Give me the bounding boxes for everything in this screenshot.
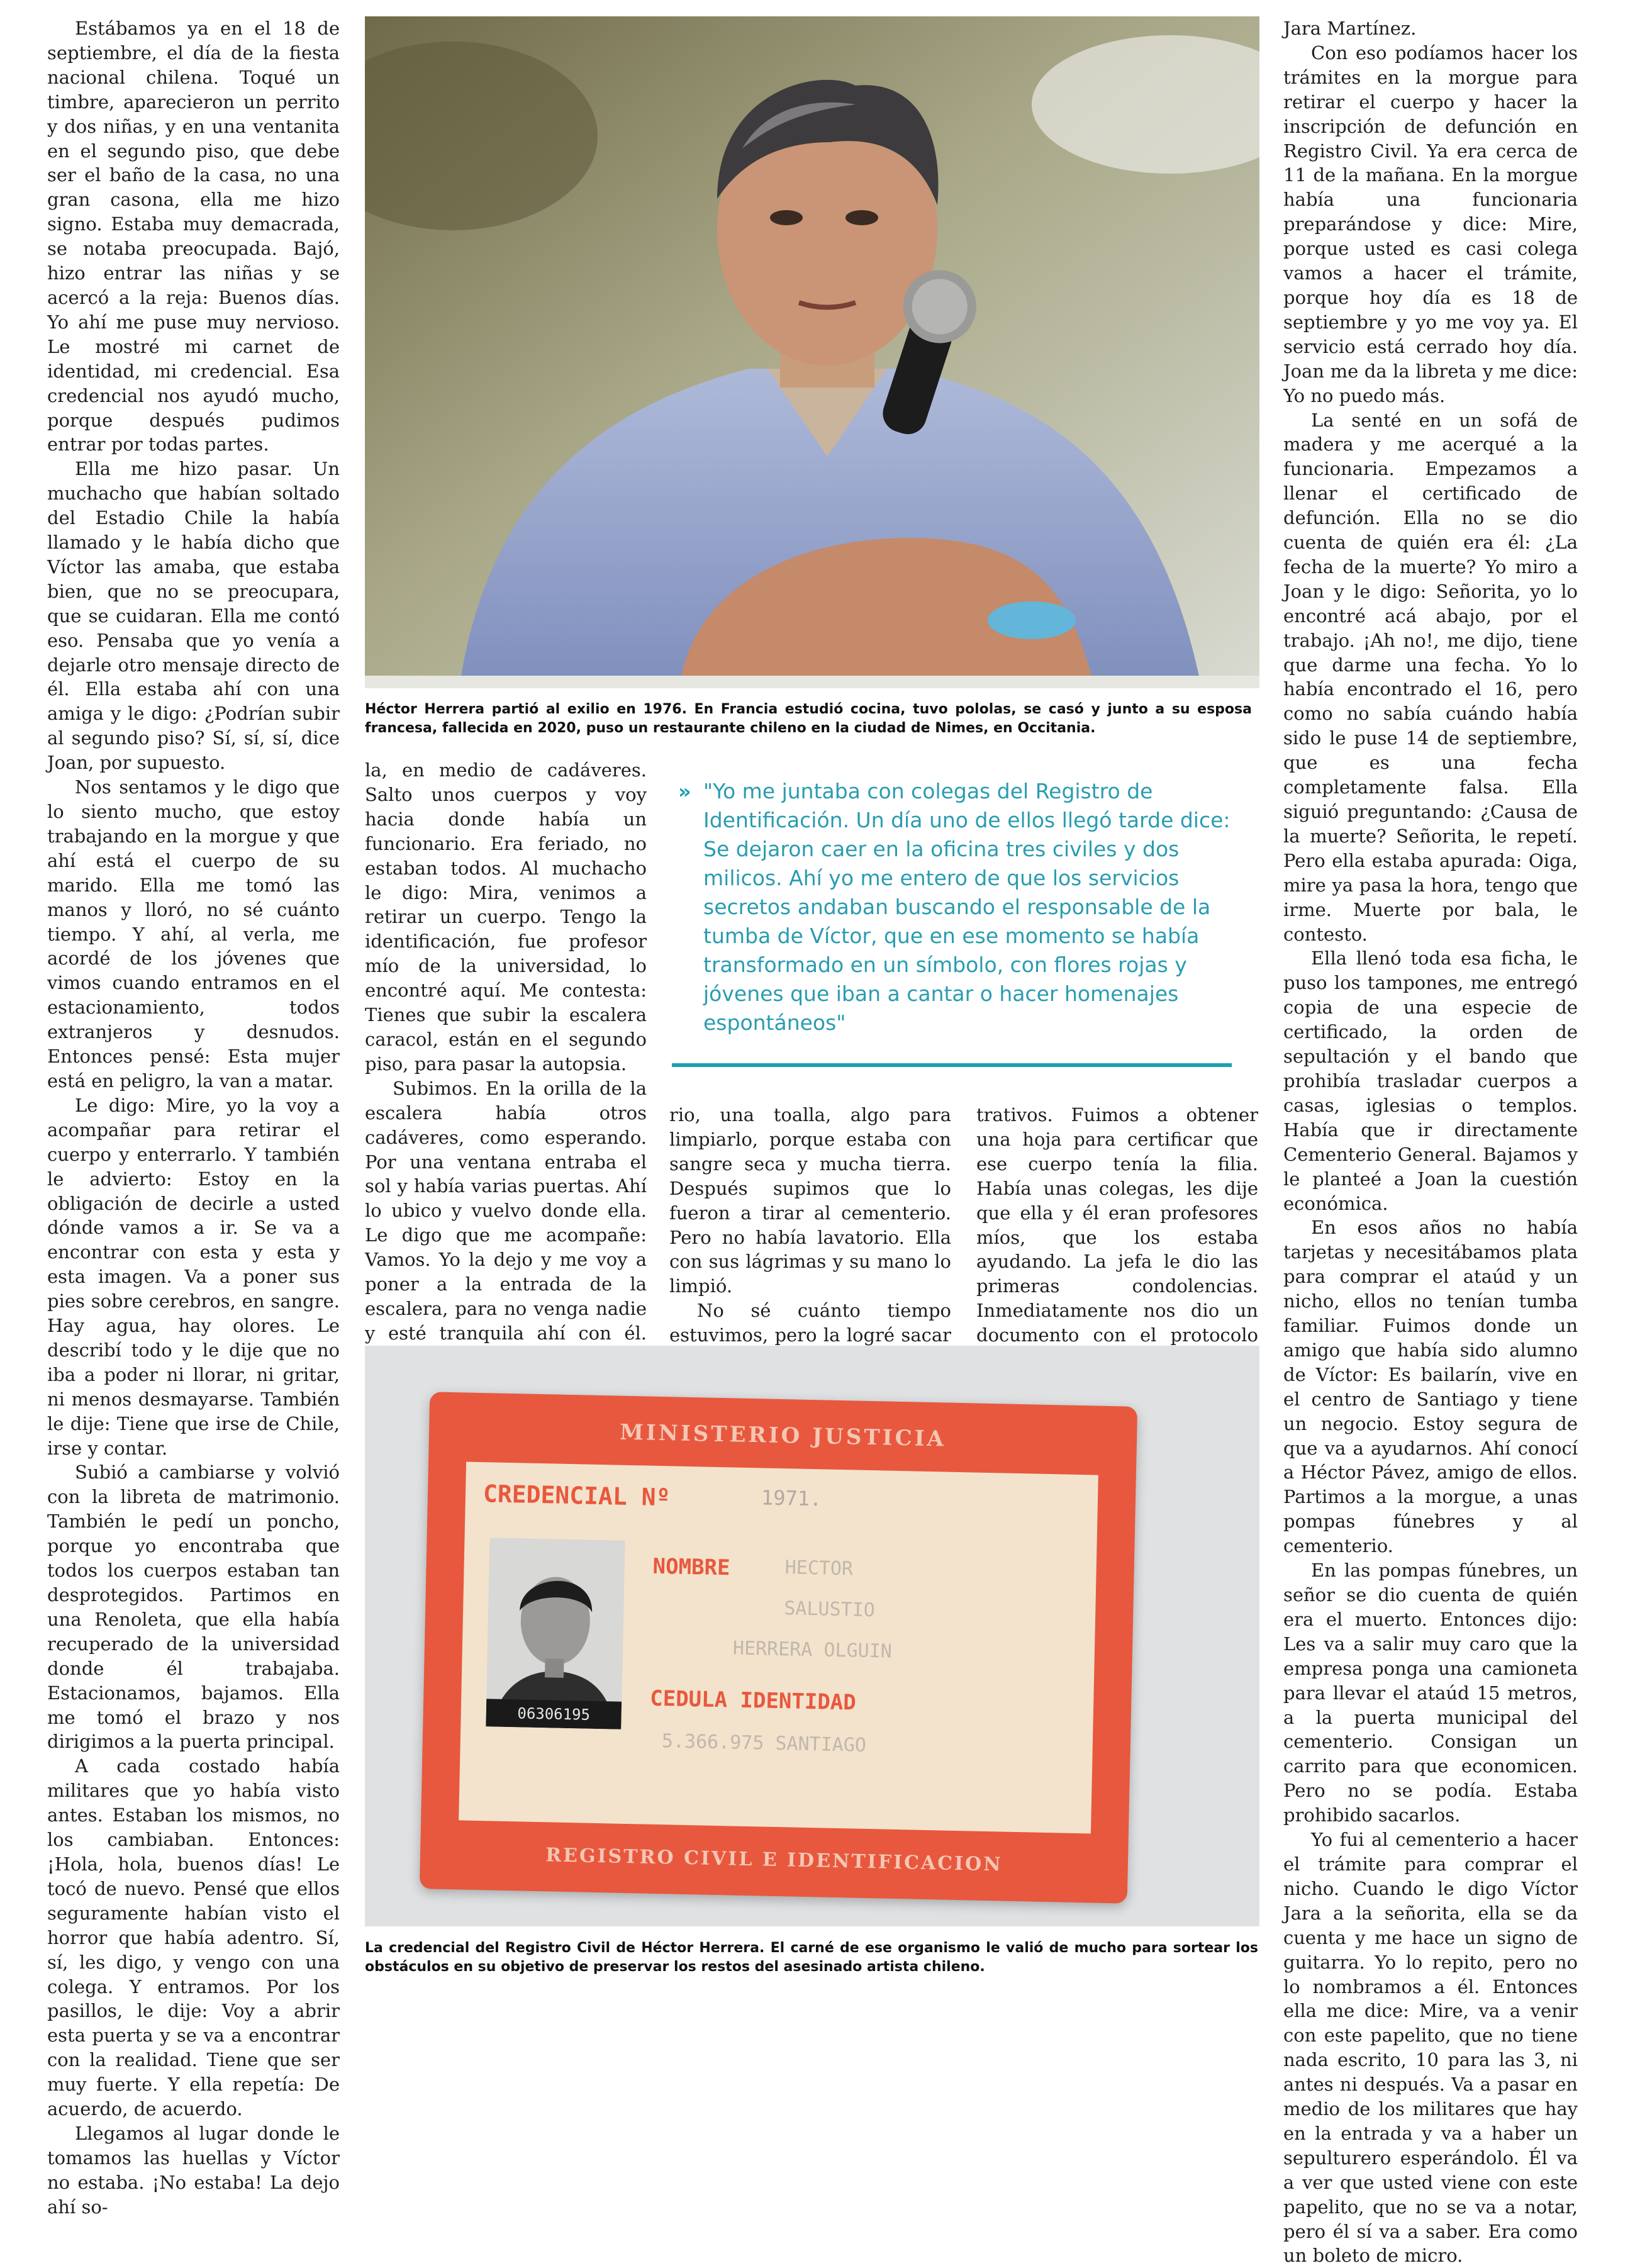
speaker-photo-caption: Héctor Herrera partió al exilio en 1976. En Francia estudió cocina, tuvo pololas, se casó y junto a su esposa francesa, fallecida en 2020, puso un restaurante chileno en la ciudad de Nimes, en Occitania. [365, 701, 1252, 736]
paragraph: Le digo: Mire, yo la voy a acompañar para retirar el cuerpo y enterrarlo. Y también le advierto: Estoy en la obligación de decirle a usted dónde vamos a ir. Se va a encontrar con esta y esta y esta imagen. Va a poner sus pies sobre cerebros, en sangre. Hay agua, hay olores. Le describí todo y le dije que no iba a poder ni llorar, ni gritar, ni menos desmayarse. También le dije: Tiene que irse de Chile, irse y contar. [47, 1094, 340, 1459]
paragraph: Ella me hizo pasar. Un muchacho que habían soltado del Estadio Chile la había llamado y le había dicho que Víctor las amaba, que estaba bien, que no se preocupara, que se cuidaran. Ella me contó eso. Pensaba que yo venía a dejarle otro mensaje directo de él. Ella estaba ahí con una amiga y le digo: ¿Podrían subir al segundo piso? Sí, sí, sí, dice Joan, por supuesto. [47, 458, 340, 774]
cedula-value: 5.366.975 SANTIAGO [661, 1730, 867, 1757]
paragraph: La senté en un sofá de madera y me acerqué a la funcionaria. Empezamos a llenar el certificado de defunción. Ella no se dio cuenta de quién era él: ¿La fecha de la muerte? Yo miro a Joan y le digo: Señorita, yo lo encontré acá abajo, por el trabajo. ¡Ah no!, me dijo, tiene que darme una fecha. Yo lo había encontrado el 16, pero como no sabía cuándo había sido le puse 14 de septiembre, que es una fecha completamente falsa. Ella siguió preguntando: ¿Causa de la muerte? Señorita, le repetí. Pero ella estaba apurada: Oiga, mire ya pasa la hora, tengo que irme. Muerte por bala, le contesto. [1283, 409, 1578, 945]
paragraph: Llegamos al lugar donde le tomamos las huellas y Víctor no estaba. ¡No estaba! La dejo ahí so- [47, 2122, 340, 2218]
article-column-2 [365, 758, 647, 1443]
paragraph: Estábamos ya en el 18 de septiembre, el día de la fiesta nacional chilena. Toqué un timbre, aparecieron un perrito y dos niñas, y en una ventanita en el segundo piso, que debe ser el baño de la casa, no una gran casona, ella me hizo signo. Estaba muy demacrada, se notaba preocupada. Bajó, hizo entrar las niñas y se acercó a la reja: Buenos días. Yo ahí me puse muy nervioso. Le mostré mi carnet de identidad, mi credencial. Esa credencial nos ayudó mucho, porque después pudimos entrar por todas partes. [47, 18, 340, 455]
paragraph: Subió a cambiarse y volvió con la libreta de matrimonio. También le pedí un poncho, porque yo encontraba que todos los cuerpos estaban tan desprotegidos. Partimos en una Renoleta, que ella había recuperado de la universidad donde él trabajaba. Estacionamos, bajamos. Ella me tomó el brazo y nos dirigimos a la puerta principal. [47, 1461, 340, 1753]
paragraph: Ella llenó toda esa ficha, le puso los tampones, me entregó copia de una especie de certificado, la orden de sepultación y el bando que prohibía trasladar cuerpos a casas, iglesias o templos. Había que ir directamente Cementerio General. Bajamos y le planteé a Joan la cuestión económica. [1283, 947, 1578, 1214]
paragraph: No sé cuánto tiempo estuvimos, pero la logré sacar [669, 1300, 951, 1346]
credential-footer: REGISTRO CIVIL E IDENTIFICACION [545, 1844, 1003, 1876]
name-line-1: HECTOR [784, 1556, 854, 1580]
credencial-label: CREDENCIAL Nº [483, 1480, 671, 1512]
paragraph: A cada costado había militares que yo había visto antes. Estaban los mismos, no los cambiaban. Entonces: ¡Hola, hola, buenos días! Le tocó de nuevo. Pensé que ellos seguramente habían visto el horror que había adentro. Sí, sí, les digo, y vengo con una colega. Y entramos. Por los pasillos, le dije: Voy a abrir esta puerta y se va a encontrar con la realidad. Tiene que ser muy fuerte. Y ella repetía: De acuerdo, de acuerdo. [47, 1755, 340, 2120]
pull-quote-rule [672, 1063, 1232, 1067]
paragraph: Nos sentamos y le digo que lo siento mucho, que estoy trabajando en la morgue y que ahí está el cuerpo de su marido. Ella me tomó las manos y lloró, no sé cuánto tiempo. Y ahí, al verla, me acordé de los jóvenes que vimos cuando entramos en el estacionamiento, todos extranjeros y desnudos. Entonces pensé: Esta mujer está en peligro, la van a matar. [47, 776, 340, 1092]
credential-header: MINISTERIO JUSTICIA [619, 1419, 947, 1452]
nombre-label: NOMBRE [652, 1553, 730, 1581]
cedula-label: CEDULA IDENTIDAD [649, 1685, 857, 1716]
speaker-illustration [365, 16, 1259, 688]
paragraph: Yo fui al cementerio a hacer el trámite para comprar el nicho. Cuando le digo Víctor Jara a la señorita, ella se da cuenta y me hace un signo de guitarra. Yo lo repito, pero no lo nombramos a él. Entonces ella me dice: Mire, va a venir con este papelito, que no tiene nada escrito, 10 para las 3, ni antes ni después. Va a pasar en medio de los militares que hay en la entrada y va a haber un sepulturero esperándolo. Él va a ver que usted viene con este papelito, que no se va a notar, pero él sí va a saber. Era como un boleto de micro. [1283, 1829, 1578, 2267]
paragraph: la, en medio de cadáveres. Salto unos cuerpos y voy hacia donde había un funcionario. Era feriado, no estaban todos. Al muchacho le digo: Mira, venimos a retirar un cuerpo. Tengo la identificación, fue profesor mío de la universidad, lo encontré aquí. Me contesta: Tienes que subir la escalera caracol, están en el segundo piso, para pasar la autopsia. [365, 759, 647, 1075]
quote-chevron-icon: » [678, 779, 691, 803]
pull-quote [672, 777, 1241, 1037]
credencial-number: 1971. [761, 1485, 822, 1511]
speaker-photo [365, 16, 1259, 688]
article-column-1 [47, 16, 340, 2220]
pull-quote-text: "Yo me juntaba con colegas del Registro de Identificación. Un día uno de ellos llegó tarde dice: Se dejaron caer en la oficina tres civiles y dos milicos. Ahí yo me entero de que los servicios secretos andaban buscando el responsable de la tumba de Víctor, que en ese momento se había transformado en un símbolo, con flores rojas y jóvenes que iban a cantar o hacer homenajes espontáneos" [703, 779, 1230, 1035]
credential-photo [365, 1346, 1259, 1926]
credential-card [420, 1392, 1137, 1903]
name-line-2: SALUSTIO [783, 1597, 876, 1622]
credential-inner [459, 1462, 1098, 1834]
paragraph: Jara Martínez. [1283, 18, 1417, 39]
credential-photo-caption: La credencial del Registro Civil de Héctor Herrera. El carné de ese organismo le valió de mucho para sortear los obstáculos en su objetivo de preservar los restos del asesinado artista chileno. [365, 1940, 1258, 1975]
article-column-4 [976, 1103, 1258, 1372]
paragraph: En las pompas fúnebres, un señor se dio cuenta de quién era el muerto. Entonces dijo: Les va a salir muy caro que la empresa ponga una camioneta para llevar el ataúd 15 metros, a la puerta municipal del cementerio. Consigan un carrito para que economicen. Pero no se podía. Estaba prohibido sacarlos. [1283, 1560, 1578, 1826]
paragraph: Subimos. En la orilla de la escalera había otros cadáveres, como esperando. Por una ventana entraba el sol y había varias puertas. Ahí lo ubico y vuelvo donde ella. Le digo que me acompañe: Vamos. Yo la dejo y me voy a poner a la entrada de la escalera, para no venga nadie y esté tranquila ahí con él. [365, 1077, 647, 1344]
article-column-5 [1283, 16, 1578, 2268]
name-line-3: HERRERA OLGUIN [732, 1637, 893, 1663]
paragraph: En esos años no había tarjetas y necesitábamos plata para comprar el ataúd y un nicho, ellos no tenían tumba familiar. Fuimos donde un amigo que había sido alumno de Víctor: Es bailarín, vive en el centro de Santiago y tiene un negocio. Estoy segura de que va a ayudarnos. Ahí conocí a Héctor Pávez, amigo de ellos. Partimos a la morgue, a unas pompas fúnebres y al cementerio. [1283, 1217, 1578, 1557]
portrait-number: 06306195 [486, 1699, 622, 1729]
paragraph: rio, una toalla, algo para limpiarlo, porque estaba con sangre seca y mucha tierra. Después supimos que lo fueron a tirar al cementerio. Pero no había lavatorio. Ella con sus lágrimas y su mano lo limpió. [669, 1104, 951, 1297]
id-portrait [486, 1538, 625, 1729]
paragraph: Con eso podíamos hacer los trámites en la morgue para retirar el cuerpo y hacer la inscripción de defunción en Registro Civil. Ya era cerca de 11 de la mañana. En la morgue había una funcionaria preparándose y dice: Mire, porque usted es casi colega vamos a hacer el trámite, porque hoy día es 18 de septiembre y yo me voy ya. El servicio está cerrado hoy día. Joan me da la libreta y me dice: Yo no puedo más. [1283, 42, 1578, 406]
paragraph: trativos. Fuimos a obtener una hoja para certificar que ese cuerpo tenía la filia. Había unas colegas, les dije que ella y él eran profesores míos, que los estaba ayudando. La jefa le dio las primeras condolencias. Inmediatamente nos dio un documento con el protocolo [976, 1104, 1258, 1346]
